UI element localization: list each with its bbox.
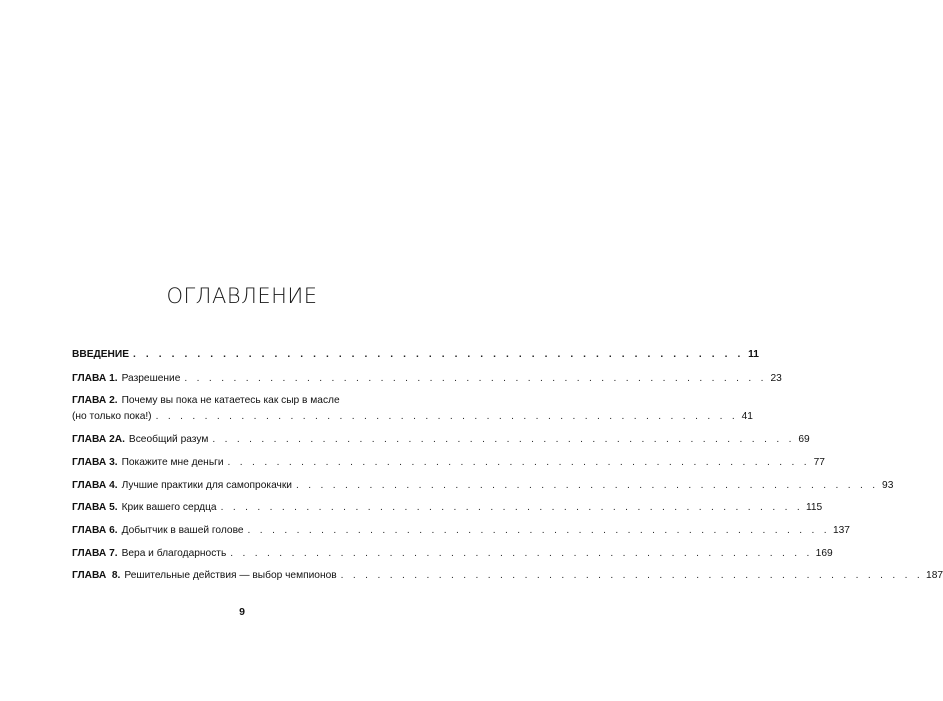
toc-entry-title: Всеобщий разум: [128, 434, 209, 445]
table-of-contents: [72, 0, 943, 701]
toc-entry-label: ГЛАВА 7.: [72, 548, 118, 559]
page-title: ОГЛАВЛЕНИЕ: [166, 284, 318, 308]
toc-page-number: 115: [805, 502, 823, 513]
toc-leader-dots: . . . . . . . . . . . . . . . . . . . . . . . . . . . . . . . . . . . . . . . . . . . . . . . .: [340, 570, 924, 581]
toc-entry-title: Добытчик в вашей голове: [121, 525, 244, 536]
toc-entry-chapter-2a[interactable]: [72, 433, 810, 446]
toc-page-number: 77: [813, 457, 825, 468]
toc-leader-dots: . . . . . . . . . . . . . . . . . . . . . . . . . . . . . . . . . . . . . . . . . . . . . . . .: [295, 480, 879, 491]
toc-page-number: 69: [798, 434, 810, 445]
toc-entry-chapter-4[interactable]: [72, 479, 894, 492]
toc-entry-title: Лучшие практики для самопрокачки: [121, 480, 292, 491]
toc-entry-title-continuation: (но только пока!): [72, 411, 152, 422]
toc-entry-chapter-7[interactable]: [72, 547, 833, 560]
toc-entry-label: ГЛАВА 2А.: [72, 434, 125, 445]
toc-leader-dots: . . . . . . . . . . . . . . . . . . . . . . . . . . . . . . . . . . . . . . . . . . . . . . . .: [220, 502, 803, 513]
toc-entry-title: Вера и благодарность: [121, 548, 227, 559]
toc-page-number: 23: [770, 373, 782, 384]
toc-leader-dots: . . . . . . . . . . . . . . . . . . . . . . . . . . . . . . . . . . . . . . . . . . . . . . . .: [227, 457, 810, 468]
toc-leader-dots: . . . . . . . . . . . . . . . . . . . . . . . . . . . . . . . . . . . . . . . . . . . . . . . .: [133, 349, 744, 360]
toc-entry-chapter-5[interactable]: [72, 501, 823, 514]
toc-entry-label: ГЛАВА 5.: [72, 502, 118, 513]
toc-entry-title: Решительные действия — выбор чемпионов: [124, 570, 337, 581]
page-number: 9: [239, 606, 245, 618]
toc-leader-dots: . . . . . . . . . . . . . . . . . . . . . . . . . . . . . . . . . . . . . . . . . . . . . . . .: [184, 373, 767, 384]
toc-entry-title: Покажите мне деньги: [121, 457, 224, 468]
toc-entry-label: ГЛАВА 2.: [72, 395, 118, 406]
toc-page-number: 11: [748, 349, 759, 360]
toc-entry-label: ГЛАВА 8.: [72, 570, 121, 581]
toc-page-number: 137: [832, 525, 850, 536]
toc-page-number: 169: [815, 548, 833, 559]
toc-page-number: 187: [926, 570, 943, 581]
toc-entry-label: ГЛАВА 3.: [72, 457, 118, 468]
toc-page-number: 93: [882, 480, 894, 491]
toc-entry-introduction[interactable]: [72, 348, 759, 361]
toc-entry-chapter-2[interactable]: [72, 394, 753, 423]
toc-entry-chapter-8[interactable]: [72, 569, 943, 582]
toc-entry-label: ГЛАВА 1.: [72, 373, 118, 384]
toc-entry-chapter-1[interactable]: [72, 372, 782, 385]
toc-entry-chapter-3[interactable]: [72, 456, 825, 469]
toc-entry-title: Разрешение: [121, 373, 181, 384]
toc-entry-label: ГЛАВА 6.: [72, 525, 118, 536]
toc-entry-title: Крик вашего сердца: [121, 502, 217, 513]
toc-entry-label: ВВЕДЕНИЕ: [72, 349, 130, 360]
toc-entry-label: ГЛАВА 4.: [72, 480, 118, 491]
toc-leader-dots: . . . . . . . . . . . . . . . . . . . . . . . . . . . . . . . . . . . . . . . . . . . . . . . .: [155, 411, 738, 422]
toc-leader-dots: . . . . . . . . . . . . . . . . . . . . . . . . . . . . . . . . . . . . . . . . . . . . . . . .: [212, 434, 795, 445]
toc-leader-dots: . . . . . . . . . . . . . . . . . . . . . . . . . . . . . . . . . . . . . . . . . . . . . . . .: [230, 548, 813, 559]
toc-entry-title: Почему вы пока не катаетесь как сыр в масле: [121, 395, 340, 406]
toc-page-number: 41: [741, 411, 753, 422]
toc-leader-dots: . . . . . . . . . . . . . . . . . . . . . . . . . . . . . . . . . . . . . . . . . . . . . . . .: [247, 525, 830, 536]
toc-entry-chapter-6[interactable]: [72, 524, 850, 537]
